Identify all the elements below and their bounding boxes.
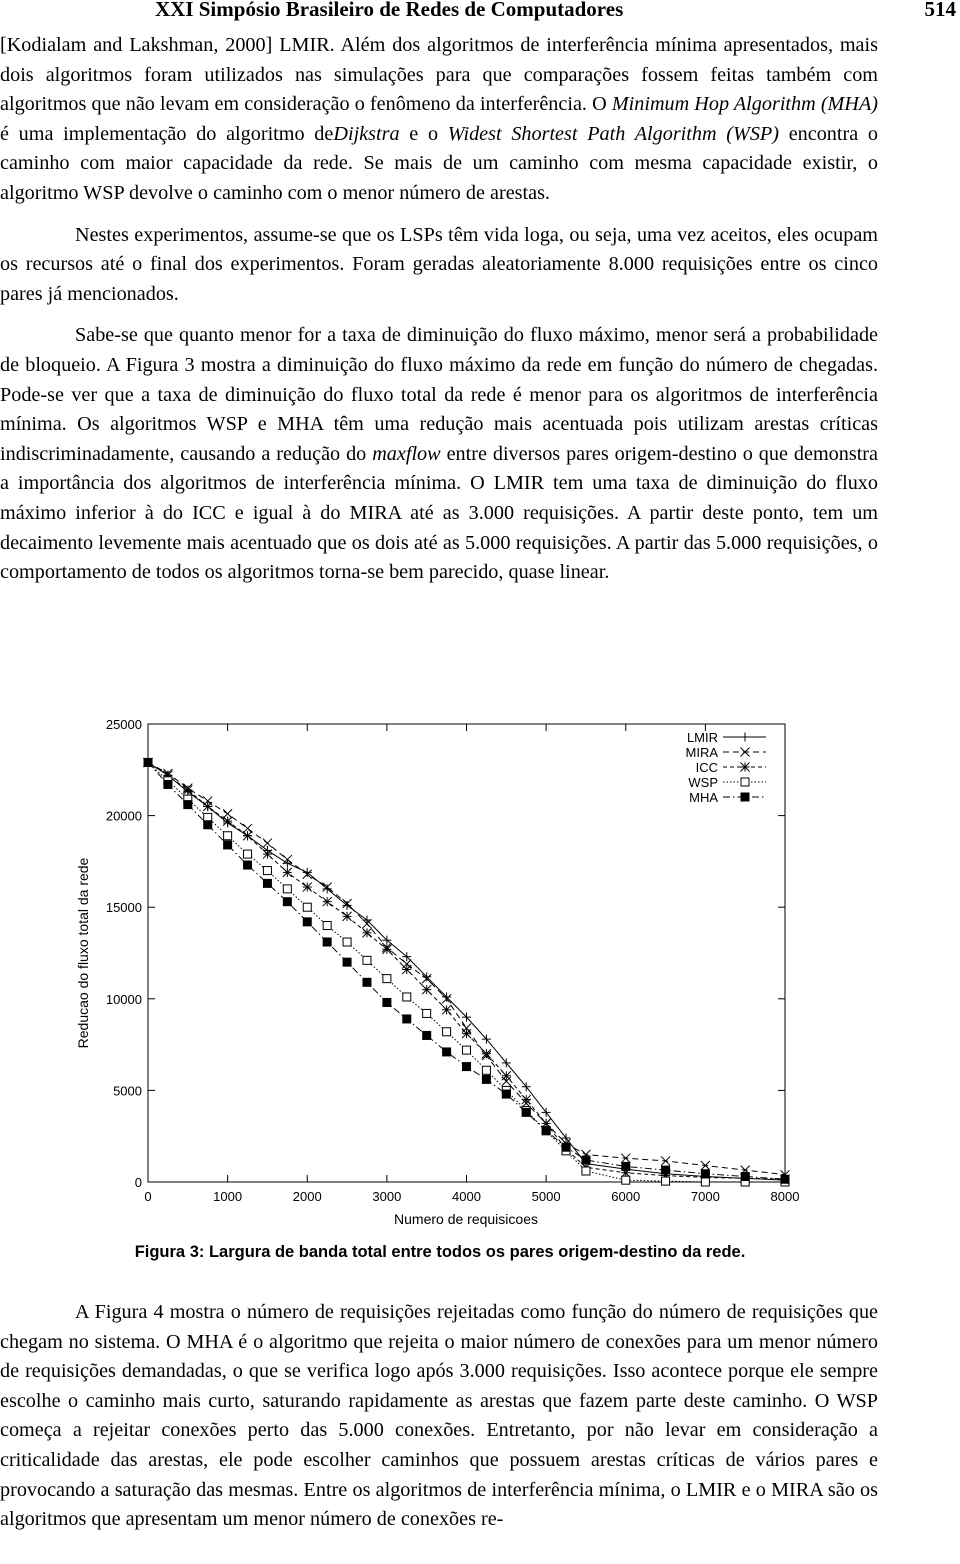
- legend-label-icc: ICC: [695, 760, 718, 775]
- series-mha-point: [164, 780, 172, 788]
- series-mira: [144, 758, 790, 1179]
- series-layer: [144, 758, 790, 1186]
- series-mha-point: [542, 1127, 550, 1135]
- series-icc-point: [183, 785, 192, 794]
- series-icc-point: [382, 945, 391, 954]
- series-wsp-point: [363, 956, 371, 964]
- series-mha-point: [323, 938, 331, 946]
- series-icc-point: [482, 1049, 491, 1058]
- series-mha-point: [383, 998, 391, 1006]
- x-tick-label: 1000: [213, 1189, 243, 1204]
- legend-marker-wsp: [741, 778, 749, 786]
- body-text-top: [0, 31, 878, 588]
- series-mha-point: [443, 1048, 451, 1056]
- legend-marker-mha: [741, 793, 749, 801]
- x-tick-label: 2000: [292, 1189, 322, 1204]
- series-wsp-point: [662, 1177, 670, 1185]
- series-icc-point: [442, 1005, 451, 1014]
- paragraph-2: Nestes experimentos, assume-se que os LSPs têm vida loga, ou seja, uma vez aceitos, eles ocupam os recursos até o final dos experimentos. Foram geradas aleatoriamente 8.000 requisições entre os cinco pares já mencionados.: [0, 223, 878, 305]
- series-mha-point: [283, 898, 291, 906]
- series-mha-point: [582, 1156, 590, 1164]
- paragraph-1: [0, 31, 878, 209]
- x-tick-label: 0: [144, 1189, 152, 1204]
- series-wsp-point: [244, 850, 252, 858]
- y-tick-label: 20000: [105, 808, 142, 824]
- p1-italic-mha: Minimum Hop Algorithm (MHA): [611, 93, 878, 116]
- y-tick-label: 10000: [105, 991, 142, 1007]
- series-wsp-point: [283, 885, 291, 893]
- series-mha-point: [502, 1090, 510, 1098]
- series-lmir-point: [562, 1134, 571, 1143]
- series-wsp-point: [423, 1009, 431, 1017]
- series-lmir-point: [542, 1108, 551, 1117]
- series-mha-point: [781, 1175, 789, 1183]
- series-icc-point: [502, 1071, 511, 1080]
- series-mha-point: [263, 879, 271, 887]
- p3-italic-maxflow: maxflow: [372, 442, 441, 465]
- series-mha-point: [244, 861, 252, 869]
- x-tick-label: 8000: [770, 1189, 800, 1204]
- legend: [686, 730, 767, 805]
- series-wsp-point: [582, 1167, 590, 1175]
- series-icc-point: [283, 868, 292, 877]
- series-wsp-point: [403, 993, 411, 1001]
- y-tick-label: 0: [134, 1175, 142, 1190]
- y-axis-label: Reducao do fluxo total da rede: [75, 857, 91, 1049]
- series-mha-point: [303, 918, 311, 926]
- legend-label-lmir: LMIR: [686, 730, 718, 745]
- series-wsp-point: [343, 938, 351, 946]
- series-mha-point: [204, 821, 212, 829]
- series-mha-point: [662, 1166, 670, 1174]
- y-tick-label: 25000: [105, 717, 142, 732]
- x-tick-label: 7000: [690, 1189, 720, 1204]
- series-wsp-point: [323, 922, 331, 930]
- series-wsp-point: [482, 1066, 490, 1074]
- series-mha-point: [403, 1015, 411, 1023]
- series-icc-point: [422, 985, 431, 994]
- series-icc-point: [303, 883, 312, 892]
- series-wsp-point: [383, 975, 391, 983]
- series-icc-point: [323, 897, 332, 906]
- series-wsp-point: [443, 1028, 451, 1036]
- figure-caption: Figura 3: Largura de banda total entre todos os pares origem-destino da rede.: [134, 1243, 746, 1261]
- legend-marker-icc: [741, 763, 750, 772]
- series-mha-point: [463, 1063, 471, 1071]
- legend-marker-lmir: [741, 733, 750, 742]
- series-mha-point: [741, 1173, 749, 1181]
- series-icc-point: [243, 831, 252, 840]
- series-mha-point: [144, 758, 152, 766]
- x-axis-label: Numero de requisicoes: [394, 1211, 538, 1227]
- page-number: 514: [924, 0, 956, 21]
- series-icc: [144, 758, 790, 1184]
- series-icc-point: [203, 802, 212, 811]
- page-header: [0, 0, 960, 26]
- series-mha-point: [701, 1170, 709, 1178]
- p1-text-2: é uma implementação do algoritmo de: [0, 122, 334, 145]
- y-tick-label: 15000: [105, 900, 142, 916]
- series-wsp-point: [463, 1046, 471, 1054]
- series-mha-point: [522, 1108, 530, 1116]
- series-wsp-point: [263, 867, 271, 875]
- series-mha: [144, 758, 789, 1183]
- series-icc-point: [462, 1029, 471, 1038]
- series-wsp-point: [701, 1178, 709, 1186]
- paragraph-3: [0, 321, 878, 587]
- p3-text-1: Sabe-se que quanto menor for a taxa de diminuição do fluxo máximo, menor será a probabilidade de bloqueio. A Figura 3 mostra a diminuição do fluxo máximo da rede em função do número de chegadas. Pode-se ver que a taxa de diminuição do fluxo total da rede é menor para os algoritmos de interferência mínima. Os algoritmos WSP e MHA têm uma redução mais acentuada pois utilizam arestas críticas indiscriminadamente, causando a redução do: [0, 324, 878, 465]
- y-tick-label: 5000: [113, 1083, 142, 1099]
- series-mha-point: [224, 841, 232, 849]
- p1-text-3: e o: [399, 122, 448, 145]
- figure-3-chart: [0, 700, 960, 1240]
- p1-text-4: encontra o caminho com maior capacidade da rede. Se mais de um caminho com mesma capacidade existir, o algoritmo WSP devolve o caminho com o menor número de arestas.: [0, 122, 878, 204]
- x-tick-label: 5000: [531, 1189, 561, 1204]
- p1-italic-wsp: Widest Shortest Path Algorithm (WSP): [447, 122, 779, 145]
- conference-title: XXI Simpósio Brasileiro de Redes de Computadores: [155, 0, 624, 21]
- series-wsp-point: [224, 832, 232, 840]
- legend-label-mira: MIRA: [685, 745, 718, 760]
- x-tick-label: 3000: [372, 1189, 402, 1204]
- series-mha-point: [184, 801, 192, 809]
- p1-italic-dijkstra: Dijkstra: [333, 122, 400, 145]
- series-wsp-point: [303, 903, 311, 911]
- series-icc-point: [402, 965, 411, 974]
- p3-text-2: entre diversos pares origem-destino o que demonstra a importância dos algoritmos de interferência mínima. O LMIR tem uma taxa de diminuição do fluxo máximo inferior à do ICC e igual à do MIRA até as 3.000 requisições. A partir deste ponto, tem um decaimento levemente mais acentuado que os dois até as 5.000 requisições. A partir das 5.000 requisições, o comportamento de todos os algoritmos torna-se bem parecido, quase linear.: [0, 442, 878, 584]
- series-icc-point: [343, 912, 352, 921]
- series-mha-point: [622, 1162, 630, 1170]
- series-lmir: [144, 758, 790, 1185]
- legend-label-wsp: WSP: [688, 775, 718, 790]
- x-tick-label: 6000: [611, 1189, 641, 1204]
- series-wsp-point: [204, 813, 212, 821]
- series-mha-point: [562, 1143, 570, 1151]
- series-icc-point: [522, 1095, 531, 1104]
- series-icc-point: [223, 817, 232, 826]
- series-mha-point: [363, 978, 371, 986]
- legend-label-mha: MHA: [689, 790, 718, 805]
- x-tick-label: 4000: [452, 1189, 481, 1204]
- series-mha-point: [423, 1031, 431, 1039]
- p1-text-1: [Kodialam and Lakshman, 2000] LMIR. Além dos algoritmos de interferência mínima apresentados, mais dois algoritmos foram utilizados nas simulações para que comparações fossem feitas também com algoritmos que não levam em consideração o fenômeno da interferência. O: [0, 34, 878, 116]
- series-wsp: [144, 758, 789, 1186]
- series-icc-point: [362, 928, 371, 937]
- series-mha-point: [482, 1075, 490, 1083]
- series-mha-point: [343, 958, 351, 966]
- paragraph-4: A Figura 4 mostra o número de requisições rejeitadas como função do número de requisições que chegam no sistema. O MHA é o algoritmo que rejeita o maior número de conexões para um menor número de requisições demandadas, o que se verifica logo após 3.000 requisições. Isso acontece porque ele sempre escolhe o caminho mais curto, saturando rapidamente as arestas que fazem parte deste caminho. O WSP começa a rejeitar conexões perto das 5.000 conexões. Entretanto, por não levar em consideração a criticalidade das arestas, ele pode escolher caminhos que possuem arestas críticas de vários pares e provocando a saturação das mesmas. Entre os algoritmos de interferência mínima, o LMIR e o MIRA são os algoritmos que apresentam um menor número de conexões re-: [0, 1301, 878, 1531]
- series-icc-point: [263, 850, 272, 859]
- series-wsp-point: [622, 1176, 630, 1184]
- body-text-bottom: [0, 1298, 878, 1535]
